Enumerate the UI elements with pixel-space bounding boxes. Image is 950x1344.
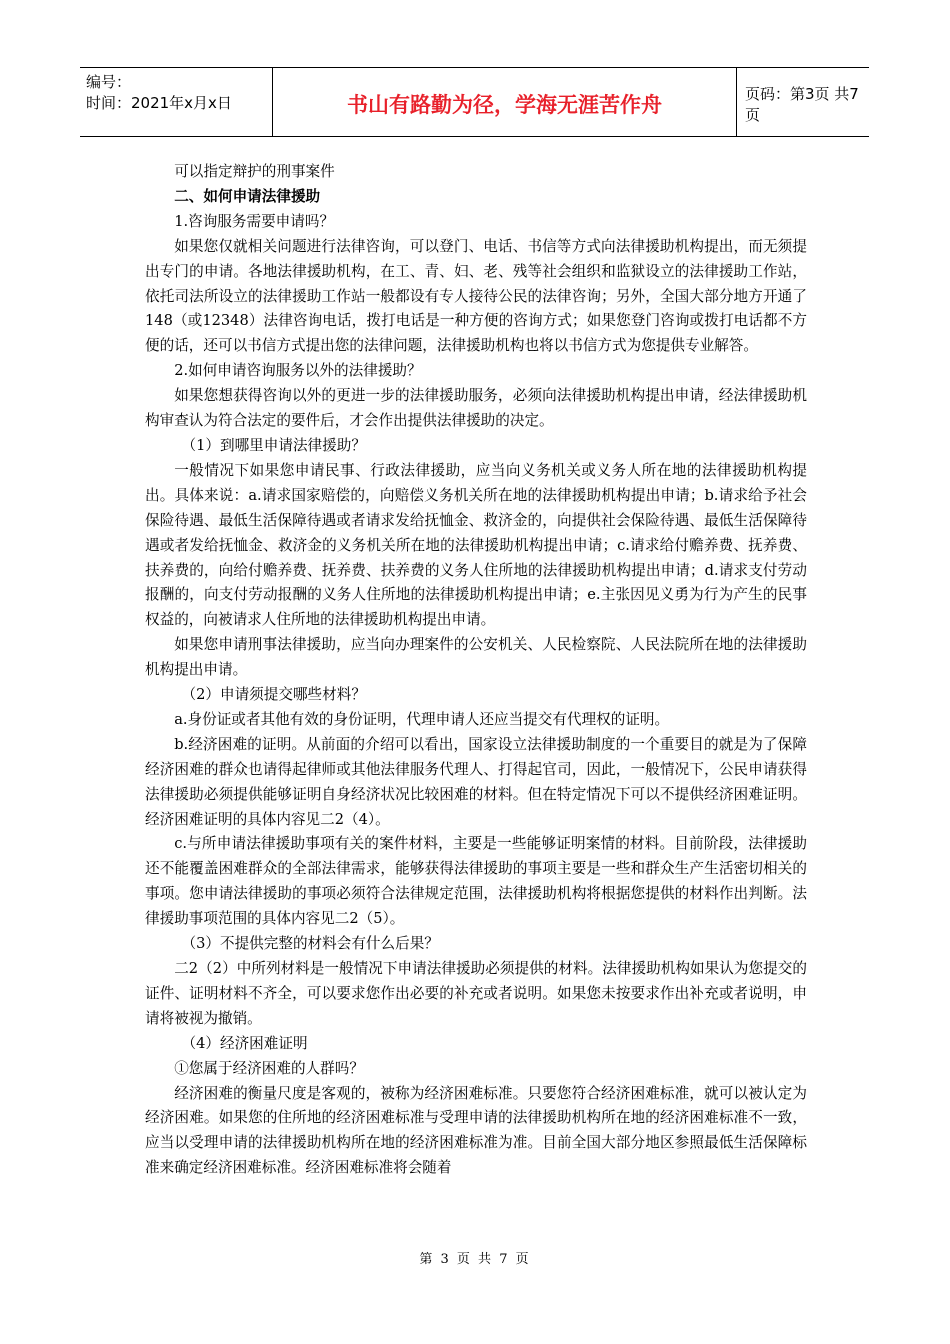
document-number-label: 编号：	[86, 73, 132, 91]
subsection-heading: （1）到哪里申请法律援助？	[181, 436, 366, 454]
page-header	[80, 67, 869, 137]
body-text: 可以指定辩护的刑事案件	[174, 163, 335, 180]
question-heading: 2.如何申请咨询服务以外的法律援助？	[174, 362, 422, 380]
body-paragraph: 如果您仅就相关问题进行法律咨询，可以登门、电话、书信等方式向法律援助机构提出，而无须提出专门的申请。各地法律援助机构，在工、青、妇、老、残等社会组织和监狱设立的法律援助工作站，依托司法所设立的法律援助工作站一般都设有专人接待公民的法律咨询；另外，全国大部分地方开通了148（或12348）法律咨询电话，拨打电话是一种方便的咨询方式；如果您登门咨询或拨打电话都不方便的话，还可以书信方式提出您的法律问题，法律援助机构也将以书信方式为您提供专业解答。	[145, 237, 807, 355]
body-paragraph: 如果您想获得咨询以外的更进一步的法律援助服务，必须向法律援助机构提出申请，经法律援助机构审查认为符合法定的要件后，才会作出提供法律援助的决定。	[145, 387, 807, 430]
body-paragraph: a.身份证或者其他有效的身份证明，代理申请人还应当提交有代理权的证明。	[174, 710, 670, 728]
body-paragraph: 如果您申请刑事法律援助，应当向办理案件的公安机关、人民检察院、人民法院所在地的法律援助机构提出申请。	[145, 636, 807, 679]
subsection-heading: （4）经济困难证明	[181, 1034, 308, 1052]
document-body	[145, 160, 807, 1181]
body-paragraph: b.经济困难的证明。从前面的介绍可以看出，国家设立法律援助制度的一个重要目的就是为了保障经济困难的群众也请得起律师或其他法律服务代理人、打得起官司，因此，一般情况下，公民申请获得法律援助必须提供能够证明自身经济状况比较困难的材料。但在特定情况下可以不提供经济困难证明。经济困难证明的具体内容见二2（4）。	[145, 735, 807, 828]
question-heading: ①您属于经济困难的人群吗？	[174, 1059, 364, 1077]
question-heading: 1.咨询服务需要申请吗？	[174, 212, 335, 230]
body-paragraph: c.与所申请法律援助事项有关的案件材料，主要是一些能够证明案情的材料。目前阶段，法律援助还不能覆盖困难群众的全部法律需求，能够获得法律援助的事项主要是一些和群众生产生活密切相关的事项。您申请法律援助的事项必须符合法律规定范围，法律援助机构将根据您提供的材料作出判断。法律援助事项范围的具体内容见二2（5）。	[145, 835, 807, 928]
body-paragraph: 经济困难的衡量尺度是客观的，被称为经济困难标准。只要您符合经济困难标准，就可以被认定为经济困难。如果您的住所地的经济困难标准与受理申请的法律援助机构所在地的经济困难标准不一致，应当以受理申请的法律援助机构所在地的经济困难标准为准。目前全国大部分地区参照最低生活保障标准来确定经济困难标准。经济困难标准将会随着	[145, 1084, 807, 1177]
header-page-info: 页码：第3页 共7页	[745, 85, 859, 124]
section-heading: 二、如何申请法律援助	[174, 187, 321, 205]
body-paragraph: 一般情况下如果您申请民事、行政法律援助，应当向义务机关或义务人所在地的法律援助机构提出。具体来说：a.请求国家赔偿的，向赔偿义务机关所在地的法律援助机构提出申请；b.请求给予社会保险待遇、最低生活保障待遇或者请求发给抚恤金、救济金的，向提供社会保险待遇、最低生活保障待遇或者发给抚恤金、救济金的义务机关所在地的法律援助机构提出申请；c.请求给付赡养费、抚养费、扶养费的，向给付赡养费、抚养费、扶养费的义务人住所地的法律援助机构提出申请；d.请求支付劳动报酬的，向支付劳动报酬的义务人住所地的法律援助机构提出申请；e.主张因见义勇为行为产生的民事权益的，向被请求人住所地的法律援助机构提出申请。	[145, 461, 807, 629]
page-footer: 第 3 页 共 7 页	[419, 1252, 531, 1267]
document-time-label: 时间：2021年x月x日	[86, 94, 232, 112]
subsection-heading: （3）不提供完整的材料会有什么后果？	[181, 935, 439, 953]
body-paragraph: 二2（2）中所列材料是一般情况下申请法律援助必须提供的材料。法律援助机构如果认为您提交的证件、证明材料不齐全，可以要求您作出必要的补充或者说明。如果您未按要求作出补充或者说明，申请将被视为撤销。	[145, 960, 807, 1027]
header-motto: 书山有路勤为径，学海无涯苦作舟	[273, 68, 737, 136]
header-meta	[80, 68, 273, 136]
subsection-heading: （2）申请须提交哪些材料？	[181, 686, 366, 704]
